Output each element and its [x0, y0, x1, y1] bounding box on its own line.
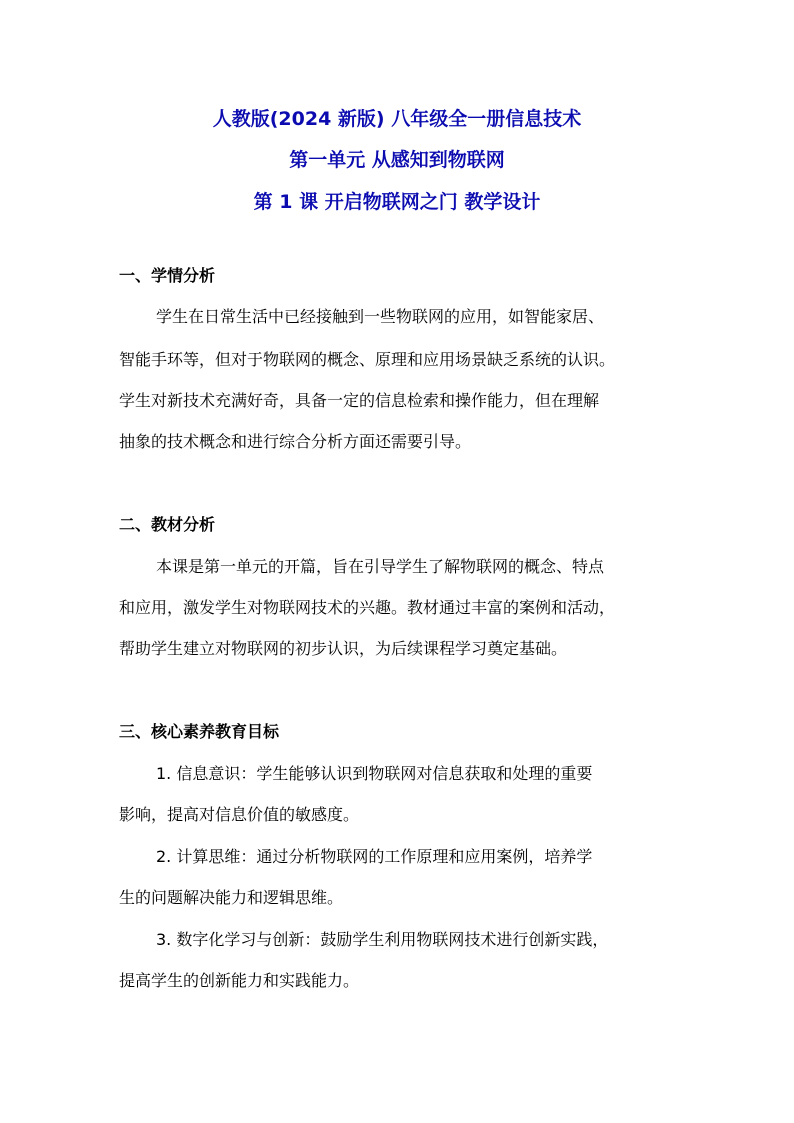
learner-analysis-line: 智能手环等，但对于物联网的概念、原理和应用场景缺乏系统的认识。 — [119, 350, 616, 369]
section-heading-textbook-analysis: 二、教材分析 — [119, 515, 216, 534]
document-title-unit: 第一单元 从感知到物联网 — [289, 149, 505, 171]
textbook-analysis-line: 和应用，激发学生对物联网技术的兴趣。教材通过丰富的案例和活动， — [119, 598, 616, 617]
textbook-analysis-line: 帮助学生建立对物联网的初步认识，为后续课程学习奠定基础。 — [119, 639, 568, 658]
goal-line: 影响，提高对信息价值的敏感度。 — [119, 805, 360, 824]
document-title-publisher: 人教版(2024 新版) 八年级全一册信息技术 — [212, 108, 582, 130]
textbook-analysis-line: 本课是第一单元的开篇，旨在引导学生了解物联网的概念、特点 — [156, 557, 605, 576]
learner-analysis-line: 学生在日常生活中已经接触到一些物联网的应用，如智能家居、 — [156, 307, 605, 326]
learner-analysis-line: 抽象的技术概念和进行综合分析方面还需要引导。 — [119, 432, 472, 451]
document-title-lesson: 第 1 课 开启物联网之门 教学设计 — [253, 191, 541, 213]
goal-line: 提高学生的创新能力和实践能力。 — [119, 971, 360, 990]
goal-line: 2. 计算思维：通过分析物联网的工作原理和应用案例，培养学 — [156, 847, 593, 866]
goal-line: 3. 数字化学习与创新：鼓励学生利用物联网技术进行创新实践， — [156, 930, 609, 949]
learner-analysis-line: 学生对新技术充满好奇，具备一定的信息检索和操作能力，但在理解 — [119, 391, 600, 410]
section-heading-learner-analysis: 一、学情分析 — [119, 266, 216, 285]
goal-line: 生的问题解决能力和逻辑思维。 — [119, 888, 344, 907]
section-heading-core-literacy-goals: 三、核心素养教育目标 — [119, 722, 280, 741]
goal-line: 1. 信息意识：学生能够认识到物联网对信息获取和处理的重要 — [156, 764, 593, 783]
